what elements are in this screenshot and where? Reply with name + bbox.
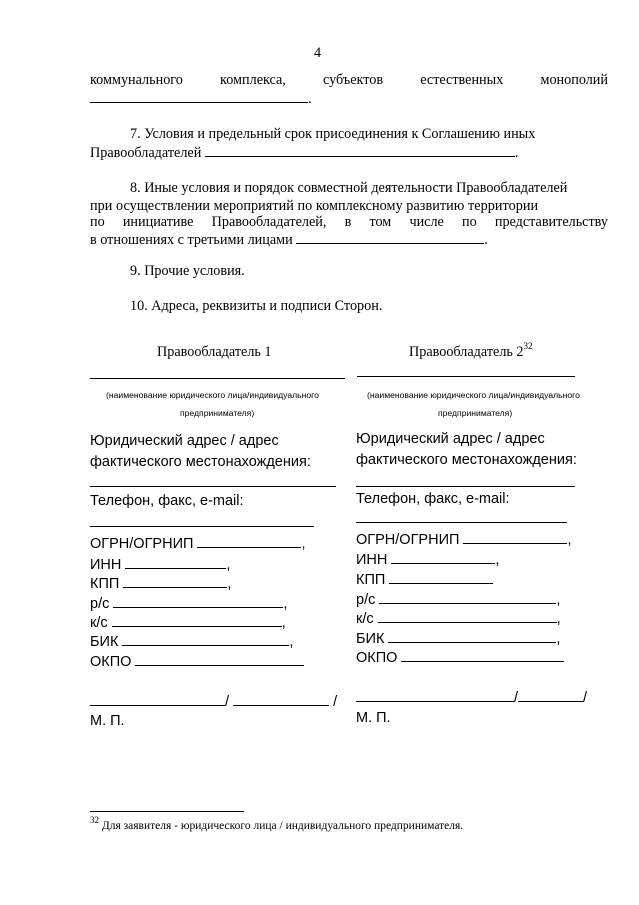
left-signature-field[interactable] bbox=[90, 692, 225, 706]
right-rs-label: р/с bbox=[356, 592, 376, 608]
cont-word-4: естественных bbox=[420, 72, 504, 88]
cont-word-2: комплекса, bbox=[220, 72, 286, 88]
left-stamp-label: М. П. bbox=[90, 713, 125, 729]
left-rs-label: р/с bbox=[90, 596, 110, 612]
right-address-line[interactable] bbox=[356, 486, 575, 487]
right-kpp-row bbox=[356, 570, 493, 589]
left-phone-line[interactable] bbox=[90, 526, 314, 527]
left-bik-label: БИК bbox=[90, 634, 119, 650]
cont-word-1: коммунального bbox=[90, 72, 183, 88]
fill-in-blank[interactable] bbox=[205, 143, 515, 157]
right-ks-field[interactable] bbox=[378, 609, 557, 623]
right-ogrn-label: ОГРН/ОГРНИП bbox=[356, 532, 460, 548]
right-party-title: Правообладатель $2^{32}$ bbox=[409, 341, 533, 360]
right-name-note-1: (наименование юридического лица/индивидуального bbox=[367, 390, 580, 400]
item-7-line-1: 7. Условия и предельный срок присоединения к Соглашению иных bbox=[130, 126, 536, 142]
page-number: 4 bbox=[314, 45, 322, 61]
right-stamp-label: М. П. bbox=[356, 710, 391, 726]
left-inn-field[interactable] bbox=[125, 555, 226, 569]
left-rs-row: р/с , bbox=[90, 596, 288, 612]
right-address-label-2: фактического местонахождения: bbox=[356, 452, 577, 468]
item-8-line-4: в отношениях с третьими лицами . bbox=[90, 232, 488, 248]
item-8-line-2: при осуществлении мероприятий по комплексному развитию территории bbox=[90, 198, 539, 214]
right-address-label-1: Юридический адрес / адрес bbox=[356, 431, 545, 447]
left-rs-field[interactable] bbox=[113, 594, 283, 608]
item-8-line-3: по инициативе Правообладателей, в том числе по представительству bbox=[90, 214, 608, 230]
left-ks-row: к/с , bbox=[90, 615, 286, 631]
left-okpo-field[interactable] bbox=[135, 652, 304, 666]
right-ks-row: к/с , bbox=[356, 611, 561, 627]
left-signature-row: / / bbox=[90, 692, 337, 711]
right-rs-field[interactable] bbox=[379, 590, 556, 604]
left-address-line[interactable] bbox=[90, 486, 336, 487]
left-bik-row: БИК , bbox=[90, 634, 294, 650]
right-bik-label: БИК bbox=[356, 631, 385, 647]
right-kpp-field[interactable] bbox=[389, 570, 493, 584]
right-bik-field[interactable] bbox=[388, 629, 556, 643]
item-9: 9. Прочие условия. bbox=[130, 263, 245, 279]
right-name-line[interactable] bbox=[357, 376, 575, 377]
left-ogrn-row: ОГРН/ОГРНИП , bbox=[90, 536, 306, 552]
continuation-blank-line: . bbox=[90, 89, 312, 108]
right-signature-row: / / bbox=[356, 688, 587, 707]
continuation-line bbox=[90, 71, 608, 89]
footnote-text: Для заявителя - юридического лица / индивидуального предпринимателя. bbox=[99, 820, 464, 832]
left-name-line[interactable] bbox=[90, 378, 345, 379]
left-inn-row: ИНН , bbox=[90, 557, 231, 573]
left-okpo-label: ОКПО bbox=[90, 654, 132, 670]
left-name-note-2: предпринимателя) bbox=[180, 408, 255, 418]
footnote-separator bbox=[90, 811, 244, 812]
right-okpo-label: ОКПО bbox=[356, 650, 398, 666]
fill-in-blank[interactable] bbox=[90, 89, 308, 103]
left-bik-field[interactable] bbox=[122, 632, 289, 646]
left-ks-label: к/с bbox=[90, 615, 108, 631]
left-phone-label: Телефон, факс, e-mail: bbox=[90, 493, 244, 509]
right-phone-line[interactable] bbox=[356, 522, 567, 523]
right-inn-label: ИНН bbox=[356, 552, 388, 568]
left-party-title: Правообладатель 1 bbox=[157, 344, 272, 360]
left-ogrn-label: ОГРН/ОГРНИП bbox=[90, 536, 194, 552]
right-ogrn-row: ОГРН/ОГРНИП , bbox=[356, 532, 572, 548]
left-ogrn-field[interactable] bbox=[197, 534, 301, 548]
right-signature-field[interactable] bbox=[356, 688, 514, 702]
right-inn-row: ИНН , bbox=[356, 552, 500, 568]
cont-word-5: монополий bbox=[540, 72, 608, 88]
item-8-line-1: 8. Иные условия и порядок совместной деятельности Правообладателей bbox=[130, 180, 568, 196]
right-signature-name-field[interactable] bbox=[518, 688, 583, 702]
right-phone-label: Телефон, факс, e-mail: bbox=[356, 491, 510, 507]
footnote-ref[interactable]: 32 bbox=[523, 341, 533, 352]
right-kpp-label: КПП bbox=[356, 572, 386, 588]
right-bik-row: БИК , bbox=[356, 631, 561, 647]
item-7-line-2: Правообладателей . bbox=[90, 145, 519, 161]
right-name-note-2: предпринимателя) bbox=[438, 408, 513, 418]
left-ks-field[interactable] bbox=[112, 613, 282, 627]
left-address-label-2: фактического местонахождения: bbox=[90, 454, 311, 470]
right-ks-label: к/с bbox=[356, 611, 374, 627]
left-inn-label: ИНН bbox=[90, 557, 122, 573]
right-okpo-field[interactable] bbox=[401, 648, 564, 662]
footnote-mark: 32 bbox=[90, 815, 99, 826]
left-name-note-1: (наименование юридического лица/индивидуального bbox=[106, 390, 319, 400]
footnote bbox=[90, 815, 464, 833]
fill-in-blank[interactable] bbox=[296, 230, 484, 244]
left-kpp-row: КПП , bbox=[90, 576, 232, 592]
item-10: 10. Адреса, реквизиты и подписи Сторон. bbox=[130, 298, 383, 314]
left-kpp-field[interactable] bbox=[123, 574, 227, 588]
right-rs-row: р/с , bbox=[356, 592, 561, 608]
cont-word-3: субъектов bbox=[323, 72, 384, 88]
left-signature-name-field[interactable] bbox=[233, 692, 329, 706]
left-kpp-label: КПП bbox=[90, 576, 120, 592]
right-okpo-row bbox=[356, 648, 564, 667]
right-inn-field[interactable] bbox=[391, 550, 495, 564]
left-address-label-1: Юридический адрес / адрес bbox=[90, 433, 279, 449]
right-ogrn-field[interactable] bbox=[463, 530, 567, 544]
left-okpo-row bbox=[90, 652, 304, 671]
